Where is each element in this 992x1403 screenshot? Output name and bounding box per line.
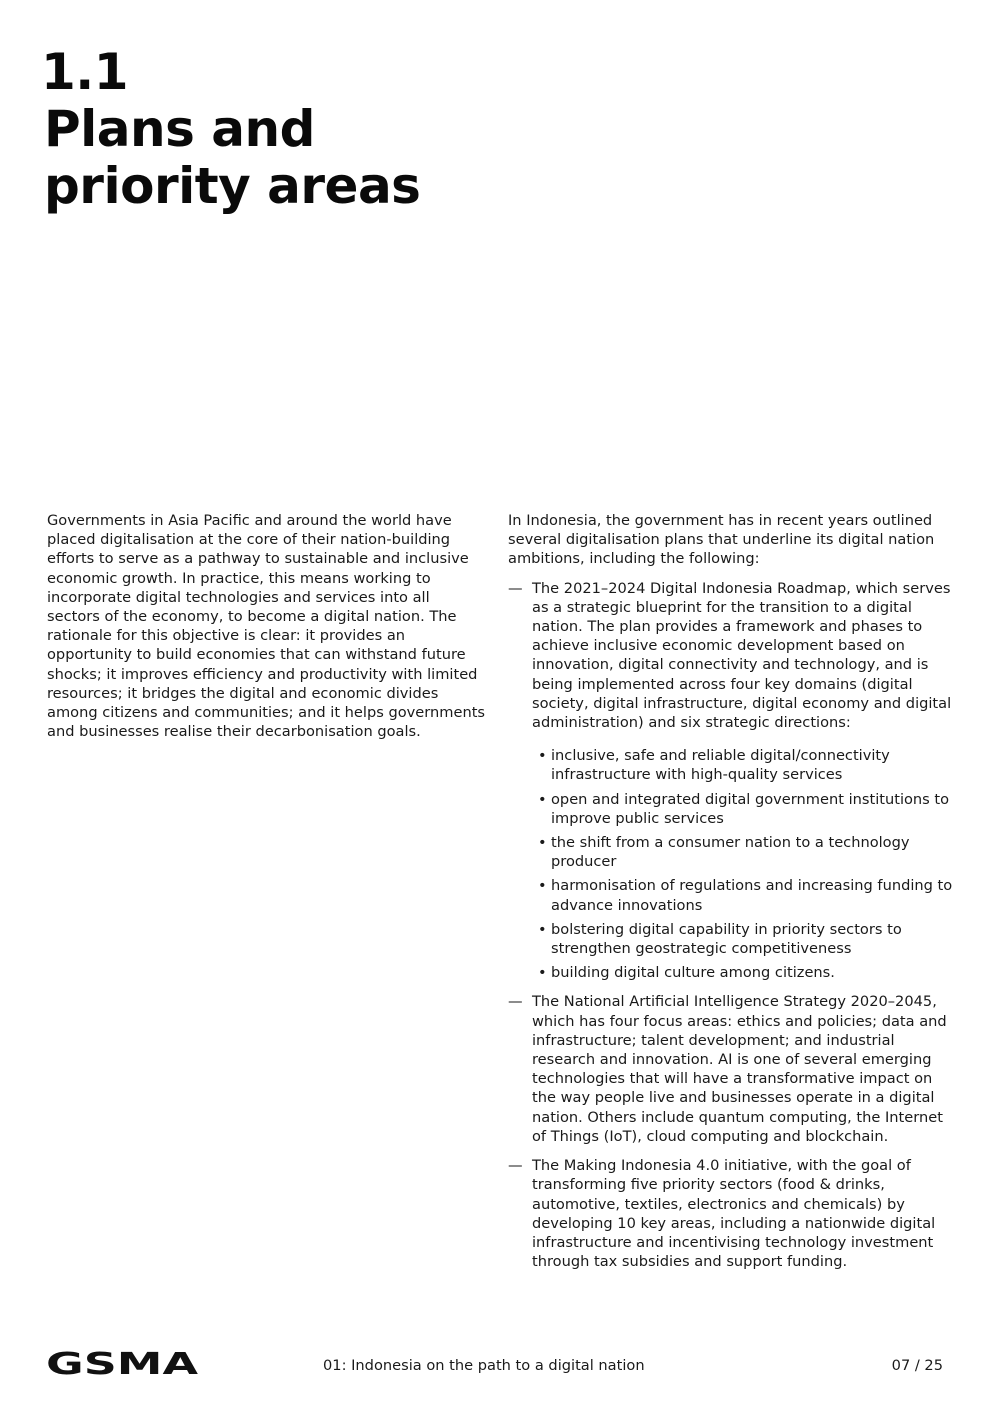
list-item-ai-strategy — [508, 992, 954, 1146]
bullet-marker: • — [538, 747, 547, 765]
strategic-directions-list — [536, 746, 954, 982]
bullet-marker: • — [538, 834, 547, 852]
list-item — [536, 963, 954, 982]
list-item — [536, 746, 954, 784]
direction-text: bolstering digital capability in priority sectors to strengthen geostrategic competitiveness — [551, 920, 902, 958]
direction-text: open and integrated digital government institutions to improve public services — [551, 790, 950, 827]
list-item-making-indonesia — [508, 1156, 954, 1271]
section-heading — [41, 43, 421, 215]
bullet-marker: • — [538, 877, 547, 895]
dash-marker: — — [508, 1157, 523, 1175]
bullet-marker: • — [538, 790, 547, 808]
list-item — [536, 833, 954, 871]
list-item — [536, 920, 954, 958]
plans-intro: In Indonesia, the government has in recent years outlined several digitalisation plans that underline its digital nation ambitions, including the following: — [508, 512, 935, 568]
bullet-marker: • — [538, 920, 547, 938]
list-item — [536, 876, 954, 914]
making-indonesia-text: The Making Indonesia 4.0 initiative, with the goal of transforming five priority sectors (food & drinks, automotive, textiles, electronics and chemicals) by developing 10 key areas, including a nationwide digital infrastructure and incentivising technology investment through tax subsidies and support funding. — [532, 1157, 936, 1271]
right-column — [508, 511, 954, 1281]
gsma-logo — [46, 1350, 200, 1376]
gsma-logo-text: GSMA — [46, 1350, 200, 1376]
list-item — [536, 790, 954, 828]
page-number: 07 / 25 — [891, 1357, 943, 1374]
dash-marker: — — [508, 579, 523, 597]
plans-list — [508, 579, 954, 1272]
section-title-line-1: Plans and — [44, 100, 315, 158]
intro-paragraph: Governments in Asia Pacific and around the world have placed digitalisation at the core of their nation-building efforts to serve as a pathway to sustainable and inclusive economic growth. In practice, this means working to incorporate digital technologies and services into all sectors of the economy, to become a digital nation. The rationale for this objective is clear: it provides an opportunity to build economies that can withstand future shocks; it improves efficiency and productivity with limited resources; it bridges the digital and economic divides among citizens and communities; and it helps governments and businesses realise their decarbonisation goals. — [47, 512, 486, 741]
left-column — [47, 511, 487, 741]
page-footer — [0, 1346, 992, 1382]
bullet-marker: • — [538, 964, 547, 982]
direction-text: inclusive, safe and reliable digital/connectivity infrastructure with high-quality services — [551, 747, 890, 784]
direction-text: harmonisation of regulations and increasing funding to advance innovations — [551, 877, 953, 914]
direction-text: building digital culture among citizens. — [551, 964, 835, 982]
dash-marker: — — [508, 993, 523, 1011]
direction-text: the shift from a consumer nation to a technology producer — [551, 834, 910, 871]
ai-strategy-text: The National Artificial Intelligence Strategy 2020–2045, which has four focus areas: ethics and policies; data and infrastructure; talent development; and industrial research and innovation. AI is one of several emerging technologies that will have a transformative impact on the way people live and businesses operate in a digital nation. Others include quantum computing, the Internet of Things (IoT), cloud computing and blockchain. — [532, 993, 947, 1145]
roadmap-text: The 2021–2024 Digital Indonesia Roadmap, which serves as a strategic blueprint for the transition to a digital nation. The plan provides a framework and phases to achieve inclusive economic development based on innovation, digital connectivity and technology, and is being implemented across four key domains (digital society, digital infrastructure, digital economy and digital administration) and six strategic directions: — [532, 579, 952, 732]
footer-section-title: 01: Indonesia on the path to a digital nation — [323, 1357, 645, 1374]
section-title-line-2: priority areas — [44, 157, 421, 215]
section-number: 1.1 — [41, 43, 129, 101]
list-item-roadmap — [508, 579, 954, 983]
